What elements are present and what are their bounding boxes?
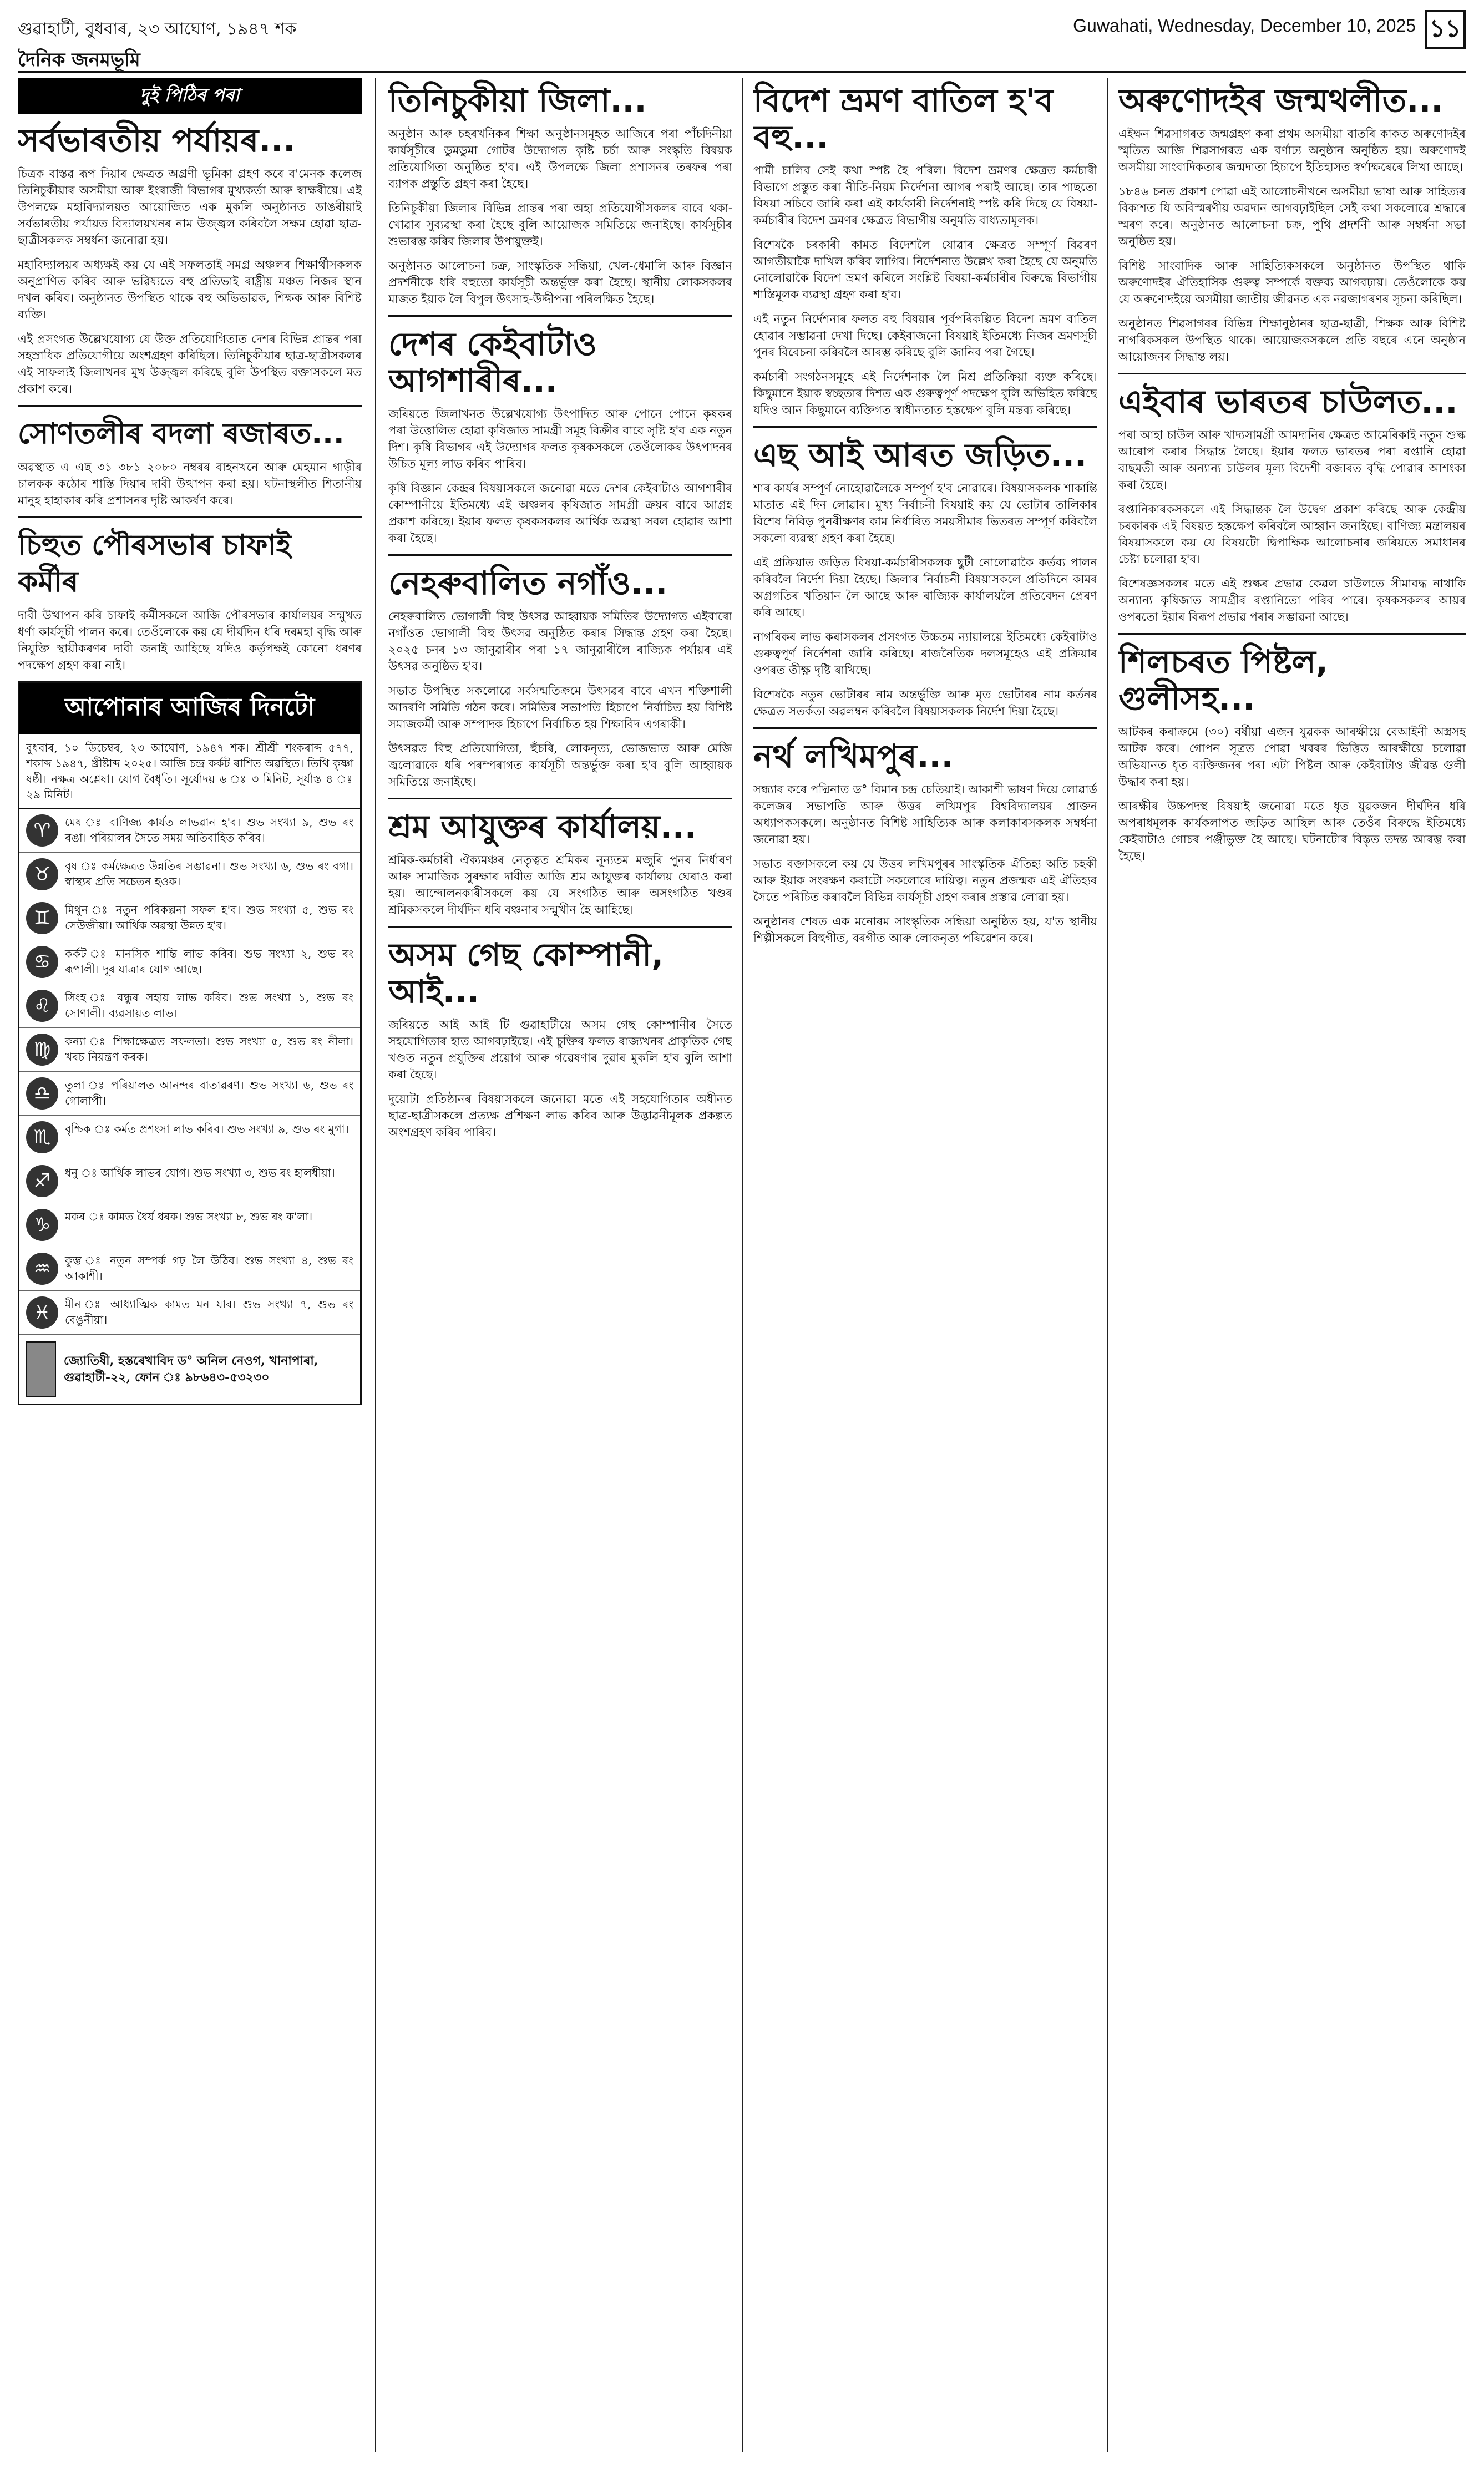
headline: এছ আই আৰত জড়িত... bbox=[753, 436, 1087, 474]
article-paragraph: এইক্ষন শিৱসাগৰত জন্মগ্ৰহণ কৰা প্ৰথম অসমীয়া বাতৰি কাকত অৰুণোদইৰ স্মৃতিত আজি শিৱসাগৰত এক বৰ্ণাঢ্য অনুষ্ঠান অনুষ্ঠিত হয়। অৰুণোদই অসমীয়া সাংবাদিকতাৰ জন্মদাতা হিচাপে ইতিহাসত স্বৰ্ণাক্ষৰেৰে লিখা আছে। bbox=[1118, 127, 1466, 174]
almanac-text: বুধবাৰ, ১০ ডিচেম্বৰ, ২৩ আঘোণ, ১৯৪৭ শক। শ্ৰীশ্ৰী শংকৰাব্দ ৫৭৭, শকাব্দ ১৯৪৭, খ্ৰীষ্টাব্দ ২০২৫। আজি চন্দ্ৰ কৰ্কট ৰাশিত অৱস্থিত। তিথি কৃষ্ণা ষষ্ঠী। নক্ষত্ৰ অশ্লেষা। যোগ বৈধৃতি। সূৰ্যোদয় ৬ ঃ ৩ মিনিট, সূৰ্যাস্ত ৪ ঃ ২৯ মিনিট। bbox=[19, 734, 360, 809]
divider bbox=[753, 426, 1097, 428]
cancer-icon: ♋ bbox=[26, 946, 58, 978]
zodiac-text: কুম্ভ ঃ নতুন সম্পৰ্ক গঢ় লৈ উঠিব। শুভ সংখ্যা ৪, শুভ ৰং আকাশী। bbox=[65, 1254, 353, 1283]
article-paragraph: বিশেষকৈ নতুন ভোটাৰৰ নাম অন্তৰ্ভুক্তি আৰু মৃত ভোটাৰৰ নাম কৰ্তনৰ ক্ষেত্ৰত সতৰ্কতা অৱলম্বন কৰিবলৈ বিষয়াসকলক নিৰ্দেশ দিয়া হৈছে। bbox=[753, 688, 1097, 718]
article-paragraph: সভাত উপস্থিত সকলোৱে সৰ্বসন্মতিক্ৰমে উৎসৱৰ বাবে এখন শক্তিশালী আদৰণি সমিতি গঠন কৰে। সমিতিৰ সভাপতি হিচাপে নিৰ্বাচিত হয় বিশিষ্ট সমাজকৰ্মী আৰু সম্পাদক হিচাপে নিৰ্বাচিত হয় শিক্ষাবিদ এগৰাকী। bbox=[388, 684, 732, 731]
zodiac-text: মেষ ঃ বাণিজ্য কাৰ্যত লাভৱান হ'ব। শুভ সংখ্যা ৯, শুভ ৰং ৰঙা। পৰিয়ালৰ সৈতে সময় অতিবাহিত কৰিব। bbox=[65, 815, 353, 844]
masthead bbox=[18, 45, 1466, 73]
horoscope-box bbox=[18, 681, 362, 1405]
article-paragraph: তিনিচুকীয়া জিলাৰ বিভিন্ন প্ৰান্তৰ পৰা অহা প্ৰতিযোগীসকলৰ বাবে থকা-খোৱাৰ সুব্যৱস্থা কৰা হৈছে বুলি আয়োজক সমিতিয়ে জনাইছে। কাৰ্যসূচীৰ শুভাৰম্ভ কৰিব জিলাৰ উপায়ুক্তই। bbox=[388, 201, 732, 248]
article-paragraph: সভাত বক্তাসকলে কয় যে উত্তৰ লখিমপুৰৰ সাংস্কৃতিক ঐতিহ্য অতি চহকী আৰু ইয়াক সংৰক্ষণ কৰাটো সকলোৰে দায়িত্ব। নতুন প্ৰজন্মক এই ঐতিহ্যৰ সৈতে পৰিচিত কৰাবলৈ বিভিন্ন কাৰ্যসূচী গ্ৰহণ কৰাৰ প্ৰস্তাৱ লোৱা হয়। bbox=[753, 857, 1097, 904]
article-paragraph: আৰক্ষীৰ উচ্চপদস্থ বিষয়াই জনোৱা মতে ধৃত যুৱকজন দীৰ্ঘদিন ধৰি অপৰাধমূলক কাৰ্যকলাপত জড়িত আছিল আৰু তেওঁৰ বিৰুদ্ধে ইতিমধ্যে কেইবাটাও গোচৰ পঞ্জীভুক্ত হৈ আছে। ঘটনাটোৰ বিস্তৃত তদন্ত আৰম্ভ কৰা হৈছে। bbox=[1118, 799, 1466, 863]
zodiac-entry bbox=[19, 853, 360, 896]
divider bbox=[753, 727, 1097, 729]
page-number: ১১ bbox=[1425, 10, 1466, 49]
pisces-icon: ♓ bbox=[26, 1296, 58, 1329]
article-paragraph: অনুষ্ঠানৰ শেষত এক মনোৰম সাংস্কৃতিক সন্ধিয়া অনুষ্ঠিত হয়, য'ত স্থানীয় শিল্পীসকলে বিহুগীত, বৰগীত আৰু লোকনৃত্য পৰিৱেশন কৰে। bbox=[753, 915, 1097, 945]
zodiac-entry bbox=[19, 1072, 360, 1116]
zodiac-entry bbox=[19, 1116, 360, 1159]
article-paragraph: ৰপ্তানিকাৰকসকলে এই সিদ্ধান্তক লৈ উদ্বেগ প্ৰকাশ কৰিছে আৰু কেন্দ্ৰীয় চৰকাৰক এই বিষয়ত হস্তক্ষেপ কৰিবলৈ আহ্বান জনাইছে। বাণিজ্য মন্ত্ৰালয়ৰ বিষয়াসকলে কয় যে বিষয়টো দ্বিপাক্ষিক আলোচনাৰ জৰিয়তে সমাধানৰ চেষ্টা চলোৱা হ'ব। bbox=[1118, 503, 1466, 566]
column-2 bbox=[388, 78, 732, 2452]
article-paragraph: চিত্ৰক বাস্তৱ ৰূপ দিয়াৰ ক্ষেত্ৰত অগ্ৰণী ভূমিকা গ্ৰহণ কৰে ব'মেনক কলেজ তিনিচুকীয়াৰ অসমীয়া আৰু ইংৰাজী বিভাগৰ মুখ্যকৰ্তা আৰু স্বাক্ষৰীয়ে। এই উপলক্ষে মহাবিদ্যালয়ত আয়োজিত এক মুকলি অনুষ্ঠানত ডাঙৰীয়াই সৰ্বভাৰতীয় পৰ্যায়ত বিদ্যালয়খনৰ নাম উজ্জ্বল কৰিবলৈ সক্ষম হোৱা ছাত্ৰ-ছাত্ৰীসকলক সম্বৰ্ধনা জনোৱা হয়। bbox=[18, 167, 362, 247]
article-paragraph: এই প্ৰক্ৰিয়াত জড়িত বিষয়া-কৰ্মচাৰীসকলক ছুটী নোলোৱাকৈ কৰ্তব্য পালন কৰিবলৈ নিৰ্দেশ দিয়া হৈছে। জিলাৰ নিৰ্বাচনী বিষয়াসকলে প্ৰতিদিনে কামৰ অগ্ৰগতিৰ খতিয়ান লৈ আছে আৰু ৰাজ্যিক কাৰ্যালয়লৈ প্ৰতিবেদন প্ৰেৰণ কৰি আছে। bbox=[753, 556, 1097, 619]
article-paragraph: দুয়োটা প্ৰতিষ্ঠানৰ বিষয়াসকলে জনোৱা মতে এই সহযোগিতাৰ অধীনত ছাত্ৰ-ছাত্ৰীসকলে প্ৰত্যক্ষ প্ৰশিক্ষণ লাভ কৰিব আৰু উদ্ভাৱনীমূলক প্ৰকল্পত অংশগ্ৰহণ কৰিব পাৰিব। bbox=[388, 1092, 732, 1139]
zodiac-text: তুলা ঃ পৰিয়ালত আনন্দৰ বাতাৱৰণ। শুভ সংখ্যা ৬, শুভ ৰং গোলাপী। bbox=[65, 1078, 353, 1107]
aquarius-icon: ♒ bbox=[26, 1253, 58, 1285]
date-english: Guwahati, Wednesday, December 10, 2025 bbox=[1073, 16, 1416, 36]
article-paragraph: সন্ধ্যাৰ কৰে পদ্মিনাত ড° বিমান চন্দ্ৰ চেতিয়াই। আকাশী ভাষণ দিয়ে লোৱাৰ্ড কলেজৰ সভাপতি আৰু উত্তৰ লখিমপুৰ বিশ্ববিদ্যালয়ৰ প্ৰাক্তন অধ্যাপকসকলে। অনুষ্ঠানত বিশিষ্ট সাহিত্যিক আৰু কলাকাৰসকলক সম্বৰ্ধনা জনোৱা হয়। bbox=[753, 783, 1097, 846]
aries-icon: ♈ bbox=[26, 814, 58, 847]
article-paragraph: শাৰ কাৰ্যৰ সম্পূৰ্ণ নোহোৱালৈকে সম্পূৰ্ণ হ'ব নোৱাৰে। বিষয়াসকলক শাকান্তি মাতাত এই দিন লোৱাৰ। মুখ্য নিৰ্বাচনী বিষয়াই কয় যে ভোটাৰ তালিকাৰ বিশেষ নিবিড় পুনৰীক্ষণৰ কাম নিৰ্ধাৰিত সময়সীমাৰ ভিতৰত সম্পূৰ্ণ কৰিবলৈ সকলো ব্যৱস্থা গ্ৰহণ কৰা হৈছে। bbox=[753, 482, 1097, 545]
column-3 bbox=[753, 78, 1097, 2452]
gemini-icon: ♊ bbox=[26, 902, 58, 934]
headline: অসম গেছ কোম্পানী, আই... bbox=[388, 936, 664, 1010]
virgo-icon: ♍ bbox=[26, 1034, 58, 1066]
zodiac-entry bbox=[19, 1291, 360, 1335]
headline: সোণতলীৰ বদলা ৰজাৰত... bbox=[18, 417, 345, 450]
astrologer-photo bbox=[26, 1341, 56, 1397]
column-divider bbox=[375, 78, 376, 2452]
libra-icon: ♎ bbox=[26, 1077, 58, 1110]
zodiac-text: কন্যা ঃ শিক্ষাক্ষেত্ৰত সফলতা। শুভ সংখ্যা ৫, শুভ ৰং নীলা। খৰচ নিয়ন্ত্ৰণ কৰক। bbox=[65, 1035, 353, 1063]
column-4 bbox=[1118, 78, 1466, 2452]
headline: তিনিচুকীয়া জিলা... bbox=[388, 82, 647, 119]
zodiac-text: সিংহ ঃ বন্ধুৰ সহায় লাভ কৰিব। শুভ সংখ্যা ১, শুভ ৰং সোণালী। ব্যৱসায়ত লাভ। bbox=[65, 991, 353, 1020]
zodiac-text: বৃশ্চিক ঃ কৰ্মত প্ৰশংসা লাভ কৰিব। শুভ সংখ্যা ৯, শুভ ৰং মুগা। bbox=[65, 1122, 349, 1136]
divider bbox=[388, 554, 732, 556]
zodiac-text: মকৰ ঃ কামত ধৈৰ্য ধৰক। শুভ সংখ্যা ৮, শুভ ৰং ক'লা। bbox=[65, 1210, 313, 1223]
headline: শিলচৰত পিষ্টল, গুলীসহ... bbox=[1118, 643, 1328, 717]
article-paragraph: বিশেষজ্ঞসকলৰ মতে এই শুল্কৰ প্ৰভাৱ কেৱল চাউলতে সীমাবদ্ধ নাথাকি অন্যান্য কৃষিজাত সামগ্ৰীৰ ৰপ্তানিতো পৰিব পাৰে। কৃষকসকলৰ আয়ৰ ওপৰতো ইয়াৰ বিৰূপ প্ৰভাৱ পৰাৰ সম্ভাৱনা আছে। bbox=[1118, 577, 1466, 624]
divider bbox=[388, 315, 732, 317]
article-paragraph: জৰিয়তে আই আই টি গুৱাহাটীয়ে অসম গেছ কোম্পানীৰ সৈতে সহযোগিতাৰ হাত আগবঢ়াইছে। এই চুক্তিৰ ফলত ৰাজ্যখনৰ প্ৰাকৃতিক গেছ খণ্ডত নতুন প্ৰযুক্তিৰ প্ৰয়োগ আৰু গৱেষণাৰ দুৱাৰ মুকলি হ'ব বুলি আশা কৰা হৈছে। bbox=[388, 1018, 732, 1081]
article-paragraph: শ্ৰমিক-কৰ্মচাৰী ঐক্যমঞ্চৰ নেতৃত্বত শ্ৰমিকৰ নূন্যতম মজুৰি পুনৰ নিৰ্ধাৰণ আৰু সামাজিক সুৰক্ষাৰ দাবীত আজি শ্ৰম আযুক্তৰ কাৰ্যালয় ঘেৰাও কৰা হয়। আন্দোলনকাৰীসকলে কয় যে সংগঠিত আৰু অসংগঠিত খণ্ডৰ শ্ৰমিকসকলে দীৰ্ঘদিন ধৰি বঞ্চনাৰ সন্মুখীন হৈ আহিছে। bbox=[388, 853, 732, 916]
column-divider bbox=[1107, 78, 1108, 2452]
article-paragraph: দাবী উত্থাপন কৰি চাফাই কৰ্মীসকলে আজি পৌৰসভাৰ কাৰ্যালয়ৰ সন্মুখত ধৰ্ণা কাৰ্যসূচী পালন কৰে। তেওঁলোকে কয় যে দীৰ্ঘদিন ধৰি দৰমহা বৃদ্ধি আৰু নিযুক্তি স্থায়ীকৰণৰ দাবী জনাই আহিছে যদিও কৰ্তৃপক্ষই কোনো ধৰণৰ পদক্ষেপ গ্ৰহণ কৰা নাই। bbox=[18, 609, 362, 672]
headline: চিহুত পৌৰসভাৰ চাফাই কৰ্মীৰ bbox=[18, 529, 291, 599]
article-paragraph: অনুষ্ঠান আৰু চহৰখনিকৰ শিক্ষা অনুষ্ঠানসমূহত আজিৰে পৰা পাঁচদিনীয়া কাৰ্যসূচীৰে ডুমডুমা গোটৰ উদ্যোগত কৃষ্টি চৰ্চা আৰু সংস্কৃতি বিষয়ক প্ৰতিযোগিতা অনুষ্ঠিত হ'ব। এই উপলক্ষে জিলা প্ৰশাসনৰ তৰফৰ পৰা ব্যাপক প্ৰস্তুতি গ্ৰহণ কৰা হৈছে। bbox=[388, 127, 732, 190]
divider bbox=[18, 405, 362, 407]
horoscope-title: আপোনাৰ আজিৰ দিনটো bbox=[19, 683, 360, 734]
capricorn-icon: ♑ bbox=[26, 1209, 58, 1241]
zodiac-entry bbox=[19, 1028, 360, 1072]
scorpio-icon: ♏ bbox=[26, 1121, 58, 1153]
zodiac-entry bbox=[19, 809, 360, 853]
article-paragraph: পৰা আহা চাউল আৰু খাদ্যসামগ্ৰী আমদানিৰ ক্ষেত্ৰত আমেৰিকাই নতুন শুল্ক আৰোপ কৰাৰ সিদ্ধান্ত লৈছে। ইয়াৰ ফলত ভাৰতৰ পৰা ৰপ্তানি হোৱা বাছমতী আৰু অন্যান্য চাউলৰ মূল্য বিদেশী বজাৰত বৃদ্ধি পোৱাৰ আশংকা কৰা হৈছে। bbox=[1118, 428, 1466, 492]
zodiac-entry bbox=[19, 940, 360, 984]
astrologer-text: জ্যোতিষী, হস্তৰেখাবিদ ড° অনিল নেওগ, খানাপাৰা, গুৱাহাটী-২২, ফোন ঃ ৯৮৬৪৩-৫৩২৩০ bbox=[63, 1354, 318, 1385]
headline: নৰ্থ লখিমপুৰ... bbox=[753, 737, 954, 775]
article-paragraph: অৱস্থাত এ এছ ৩১ ৩৮১ ২০৮০ নম্বৰৰ বাহনখনে আৰু মেহমান গাড়ীৰ চালকক কঠোৰ শাস্তি দিয়াৰ দাবী উত্থাপন কৰা হয়। ঘটনাস্থলীত শিতানীয় মানুহ হাহাকাৰ কৰি প্ৰশাসনৰ দৃষ্টি আকৰ্ষণ কৰে। bbox=[18, 460, 362, 507]
zodiac-entry bbox=[19, 1159, 360, 1203]
article-paragraph: মহাবিদ্যালয়ৰ অধ্যক্ষই কয় যে এই সফলতাই সমগ্ৰ অঞ্চলৰ শিক্ষাৰ্থীসকলক অনুপ্ৰাণিত কৰিব আৰু ভৱিষ্যতে বহু প্ৰতিভাই ৰাষ্ট্ৰীয় মঞ্চত নিজৰ স্থান দখল কৰিব। অনুষ্ঠানত উপস্থিত থাকে বহু অভিভাৱক, শিক্ষক আৰু বিশিষ্ট ব্যক্তি। bbox=[18, 258, 362, 321]
headline: শ্ৰম আযুক্তৰ কাৰ্যালয়... bbox=[388, 808, 697, 845]
astrologer-credit bbox=[19, 1335, 360, 1404]
section-tab: দুই পিঠিৰ পৰা bbox=[18, 78, 362, 114]
zodiac-text: কৰ্কট ঃ মানসিক শান্তি লাভ কৰিব। শুভ সংখ্যা ২, শুভ ৰং ৰূপালী। দূৰ যাত্ৰাৰ যোগ আছে। bbox=[65, 947, 353, 976]
divider bbox=[1118, 373, 1466, 374]
article-paragraph: নেহৰুবালিত ভোগালী বিহু উৎসৱ আহ্বায়ক সমিতিৰ উদ্যোগত এইবাৰো নগাঁওত ভোগালী বিহু উৎসৱ অনুষ্ঠিত কৰাৰ সিদ্ধান্ত গ্ৰহণ কৰা হৈছে। ২০২৫ চনৰ ১৩ জানুৱাৰীৰ পৰা ১৭ জানুৱাৰীলৈ ৰাজ্যিক পৰ্যায়ৰ এই উৎসৱ অনুষ্ঠিত হ'ব। bbox=[388, 610, 732, 673]
headline: নেহৰুবালিত নগাঁও... bbox=[388, 564, 668, 602]
article-paragraph: উৎসৱত বিহু প্ৰতিযোগিতা, হুঁচৰি, লোকনৃত্য, ভোজভাত আৰু মেজি জ্বলোৱাকে ধৰি পৰম্পৰাগত কাৰ্যসূচী অন্তৰ্ভুক্ত কৰা হ'ব বুলি আহ্বায়ক সমিতিয়ে জনাইছে। bbox=[388, 742, 732, 788]
headline: বিদেশ ভ্ৰমণ বাতিল হ'ব বহু... bbox=[753, 82, 1054, 156]
article-paragraph: পাৰ্মী চালিব সেই কথা স্পষ্ট হৈ পৰিল। বিদেশ ভ্ৰমণৰ ক্ষেত্ৰত কৰ্মচাৰী বিভাগে প্ৰস্তুত কৰা নীতি-নিয়ম নিৰ্দেশনা আগৰ পৰাই আছে। তাৰ পাছতো বিষয়া সচিবে জাৰি কৰা এই কাৰ্যকাৰী নিৰ্দেশনাই স্পষ্ট কৰি দিছে যে বিষয়া-কৰ্মচাৰীৰ বিদেশ ভ্ৰমণৰ ক্ষেত্ৰত বিভাগীয় অনুমতি বাধ্যতামূলক। bbox=[753, 164, 1097, 227]
zodiac-entry bbox=[19, 1203, 360, 1247]
headline: অৰুণোদইৰ জন্মথলীত... bbox=[1118, 82, 1444, 119]
divider bbox=[1118, 633, 1466, 635]
divider bbox=[388, 798, 732, 799]
article-paragraph: আটকৰ কৰাক্ৰমে (৩০) বৰ্ষীয়া এজন যুৱকক আৰক্ষীয়ে বেআইনী অস্ত্ৰসহ আটক কৰে। গোপন সূত্ৰত পোৱা খবৰৰ ভিত্তিত আৰক্ষীয়ে চলোৱা অভিযানত ধৃত ব্যক্তিজনৰ পৰা এটা পিষ্টল আৰু কেইবাটাও জীৱন্ত গুলী উদ্ধাৰ কৰা হয়। bbox=[1118, 725, 1466, 788]
headline: সৰ্বভাৰতীয় পৰ্যায়ৰ... bbox=[18, 121, 296, 159]
article-paragraph: বিশিষ্ট সাংবাদিক আৰু সাহিত্যিকসকলে অনুষ্ঠানত উপস্থিত থাকি অৰুণোদইৰ ঐতিহাসিক গুৰুত্ব সম্পৰ্কে বক্তব্য আগবঢ়ায়। তেওঁলোকে কয় যে অৰুণোদইয়ে অসমীয়া জাতীয় জীৱনত এক নৱজাগৰণৰ সূচনা কৰিছিল। bbox=[1118, 259, 1466, 306]
leo-icon: ♌ bbox=[26, 990, 58, 1022]
sagittarius-icon: ♐ bbox=[26, 1165, 58, 1197]
article-paragraph: এই নতুন নিৰ্দেশনাৰ ফলত বহু বিষয়াৰ পূৰ্বপৰিকল্পিত বিদেশ ভ্ৰমণ বাতিল হোৱাৰ সম্ভাৱনা দেখা দিছে। কেইবাজনো বিষয়াই ইতিমধ্যে নিজৰ ভ্ৰমণসূচী পুনৰ বিবেচনা কৰিবলৈ আৰম্ভ কৰিছে বুলি জানিব পৰা গৈছে। bbox=[753, 312, 1097, 359]
taurus-icon: ♉ bbox=[26, 858, 58, 890]
divider bbox=[388, 926, 732, 928]
article-paragraph: জৰিয়তে জিলাখনত উল্লেখযোগ্য উৎপাদিত আৰু পোনে পোনে কৃষকৰ পৰা উত্তোলিত হোৱা কৃষিজাত সামগ্ৰী সমূহ বিক্ৰীৰ বাবে সৃষ্টি হ'ব এক নতুন দিশ। কৃষি বিভাগৰ এই উদ্যোগৰ ফলত কৃষকসকলে তেওঁলোকৰ উৎপাদনৰ উচিত মূল্য লাভ কৰিব পাৰিব। bbox=[388, 407, 732, 470]
article-paragraph: অনুষ্ঠানত শিৱসাগৰৰ বিভিন্ন শিক্ষানুষ্ঠানৰ ছাত্ৰ-ছাত্ৰী, শিক্ষক আৰু বিশিষ্ট নাগৰিকসকল উপস্থিত থাকে। আয়োজকসকলে প্ৰতি বছৰে এনে অনুষ্ঠান আয়োজনৰ সিদ্ধান্ত লয়। bbox=[1118, 317, 1466, 363]
zodiac-text: মিথুন ঃ নতুন পৰিকল্পনা সফল হ'ব। শুভ সংখ্যা ৫, শুভ ৰং সেউজীয়া। আৰ্থিক অৱস্থা উন্নত হ'ব। bbox=[65, 903, 353, 932]
zodiac-entry bbox=[19, 984, 360, 1028]
date-local: গুৱাহাটী, বুধবাৰ, ২৩ আঘোণ, ১৯৪৭ শক bbox=[18, 19, 297, 39]
zodiac-text: মীন ঃ আধ্যাত্মিক কামত মন যাব। শুভ সংখ্যা ৭, শুভ ৰং বেঙুনীয়া। bbox=[65, 1298, 353, 1326]
headline: এইবাৰ ভাৰতৰ চাউলত... bbox=[1118, 383, 1458, 421]
column-divider bbox=[742, 78, 743, 2452]
article-paragraph: অনুষ্ঠানত আলোচনা চক্ৰ, সাংস্কৃতিক সন্ধিয়া, খেল-ধেমালি আৰু বিজ্ঞান প্ৰদৰ্শনীকে ধৰি বহুতো কাৰ্যসূচী অন্তৰ্ভুক্ত কৰা হৈছে। স্থানীয় লোকসকলৰ মাজত ইয়াক লৈ বিপুল উৎসাহ-উদ্দীপনা পৰিলক্ষিত হৈছে। bbox=[388, 259, 732, 306]
zodiac-entry bbox=[19, 896, 360, 940]
divider bbox=[18, 516, 362, 518]
headline: দেশৰ কেইবাটাও আগশাৰীৰ... bbox=[388, 325, 597, 399]
masthead-title: দৈনিক জনমভূমি bbox=[18, 49, 140, 71]
article-paragraph: নাগৰিকৰ লাভ কৰাসকলৰ প্ৰসংগত উচ্চতম ন্যায়ালয়ে ইতিমধ্যে কেইবাটাও গুৰুত্বপূৰ্ণ নিৰ্দেশনা জাৰি কৰিছে। ৰাজনৈতিক দলসমূহেও এই প্ৰক্ৰিয়াৰ ওপৰত তীক্ষ্ণ দৃষ্টি ৰাখিছে। bbox=[753, 630, 1097, 677]
article-paragraph: কৰ্মচাৰী সংগঠনসমূহে এই নিৰ্দেশনাক লৈ মিশ্ৰ প্ৰতিক্ৰিয়া ব্যক্ত কৰিছে। কিছুমানে ইয়াক স্বচ্ছতাৰ দিশত এক গুৰুত্বপূৰ্ণ পদক্ষেপ বুলি অভিহিত কৰিছে যদিও আন কিছুমানে ব্যক্তিগত স্বাধীনতাত হস্তক্ষেপ বুলি মন্তব্য কৰিছে। bbox=[753, 370, 1097, 417]
page-header bbox=[18, 8, 1466, 47]
zodiac-text: ধনু ঃ আৰ্থিক লাভৰ যোগ। শুভ সংখ্যা ৩, শুভ ৰং হালধীয়া। bbox=[65, 1166, 335, 1179]
article-paragraph: এই প্ৰসংগত উল্লেখযোগ্য যে উক্ত প্ৰতিযোগিতাত দেশৰ বিভিন্ন প্ৰান্তৰ পৰা সহস্ৰাধিক প্ৰতিযোগীয়ে অংশগ্ৰহণ কৰিছিল। তিনিচুকীয়াৰ ছাত্ৰ-ছাত্ৰীসকলৰ এই সাফল্যই জিলাখনৰ মুখ উজ্জ্বল কৰিছে বুলি উপস্থিত বক্তাসকলে মত প্ৰকাশ কৰে। bbox=[18, 332, 362, 396]
article-paragraph: ১৮৪৬ চনত প্ৰকাশ পোৱা এই আলোচনীখনে অসমীয়া ভাষা আৰু সাহিত্যৰ বিকাশত যি অবিস্মৰণীয় অৱদান আগবঢ়াইছিল সেই কথা সকলোৱে শ্ৰদ্ধাৰে স্মৰণ কৰে। অনুষ্ঠানত আলোচনা চক্ৰ, পুথি প্ৰদৰ্শনী আৰু সম্বৰ্ধনা সভা অনুষ্ঠিত হয়। bbox=[1118, 185, 1466, 248]
article-paragraph: কৃষি বিজ্ঞান কেন্দ্ৰৰ বিষয়াসকলে জনোৱা মতে দেশৰ কেইবাটাও আগশাৰীৰ কোম্পানীয়ে ইতিমধ্যে এই অঞ্চলৰ কৃষিজাত সামগ্ৰী ক্ৰয়ৰ বাবে আগ্ৰহ প্ৰকাশ কৰিছে। ইয়াৰ ফলত কৃষকসকলৰ আৰ্থিক অৱস্থা সবল হোৱাৰ আশা কৰা হৈছে। bbox=[388, 482, 732, 545]
zodiac-entry bbox=[19, 1247, 360, 1291]
article-paragraph: বিশেষকৈ চৰকাৰী কামত বিদেশলৈ যোৱাৰ ক্ষেত্ৰত সম্পূৰ্ণ বিৱৰণ আগতীয়াকৈ দাখিল কৰিব লাগিব। নিৰ্দেশনাত উল্লেখ কৰা হৈছে যে অনুমতি নোলোৱাকৈ বিদেশ ভ্ৰমণ কৰিলে সংশ্লিষ্ট বিষয়া-কৰ্মচাৰীৰ বিৰুদ্ধে বিভাগীয় শাস্তিমূলক ব্যৱস্থা গ্ৰহণ কৰা হ'ব। bbox=[753, 238, 1097, 301]
column-1 bbox=[18, 78, 362, 2452]
zodiac-text: বৃষ ঃ কৰ্মক্ষেত্ৰত উন্নতিৰ সম্ভাৱনা। শুভ সংখ্যা ৬, শুভ ৰং বগা। স্বাস্থ্যৰ প্ৰতি সচেতন হওক। bbox=[65, 859, 353, 888]
